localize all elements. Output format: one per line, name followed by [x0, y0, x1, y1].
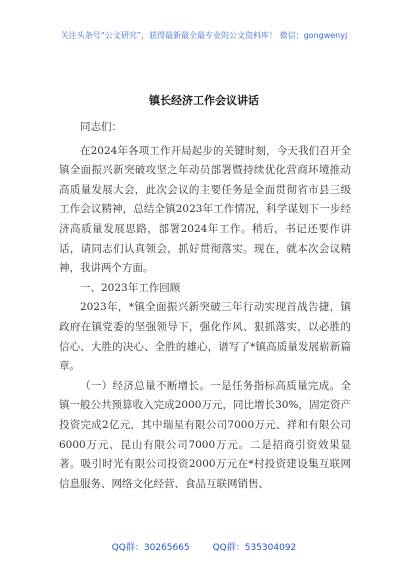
review-paragraph: 2023年，*镇全面振兴新突破三年行动实现首战告捷，镇政府在镇党委的坚强领导下，强化作风、狠抓落实，以必胜的信心、大胜的决心、全胜的雄心，谱写了*镇高质量发展崭新篇章。 — [59, 301, 351, 373]
header-banner: 关注头条号“公文研究”，获得最新最全最专业的公文资料库！ 微信：gongwenyj — [60, 31, 348, 40]
salutation — [59, 118, 351, 138]
section-heading: 一、2023年工作回顾 — [80, 281, 181, 294]
salutation-text: 同志们： — [80, 121, 122, 133]
document-title: 镇长经济工作会议讲话 — [149, 94, 259, 107]
footer-qq-groups — [0, 540, 408, 553]
footer-qq-group-1: QQ群：30265665 — [111, 543, 190, 553]
document-body — [59, 118, 351, 494]
opening-paragraph: 在2024年各项工作开局起步的关键时刻，今天我们召开全镇全面振兴新突破攻坚之年动员部署暨持续优化营商环境推动高质量发展大会，此次会议的主要任务是全面贯彻省市县三级工作会议精神，总结全镇2023年工作情况，科学谋划下一步经济高质量发展思路，部署2024年工作。稍后，书记还要作讲话，请同志们认真领会，抓好贯彻落实。现在，就本次会议精神，我讲两个方面。 — [59, 144, 351, 275]
economy-paragraph: （一）经济总量不断增长。一是任务指标高质量完成。全镇一般公共预算收入完成2000万元，同比增长30%，固定资产投资完成2亿元，其中瑞星有限公司7000万元、祥和有限公司6000万元、昆山有限公司7000万元。二是招商引资效果显著。吸引时光有限公司投资2000万元在*村投资建设集互联网信息服务、网络文化经营、食品互联网销售、 — [59, 379, 351, 490]
footer-qq-group-2: QQ群：535304092 — [212, 543, 297, 553]
